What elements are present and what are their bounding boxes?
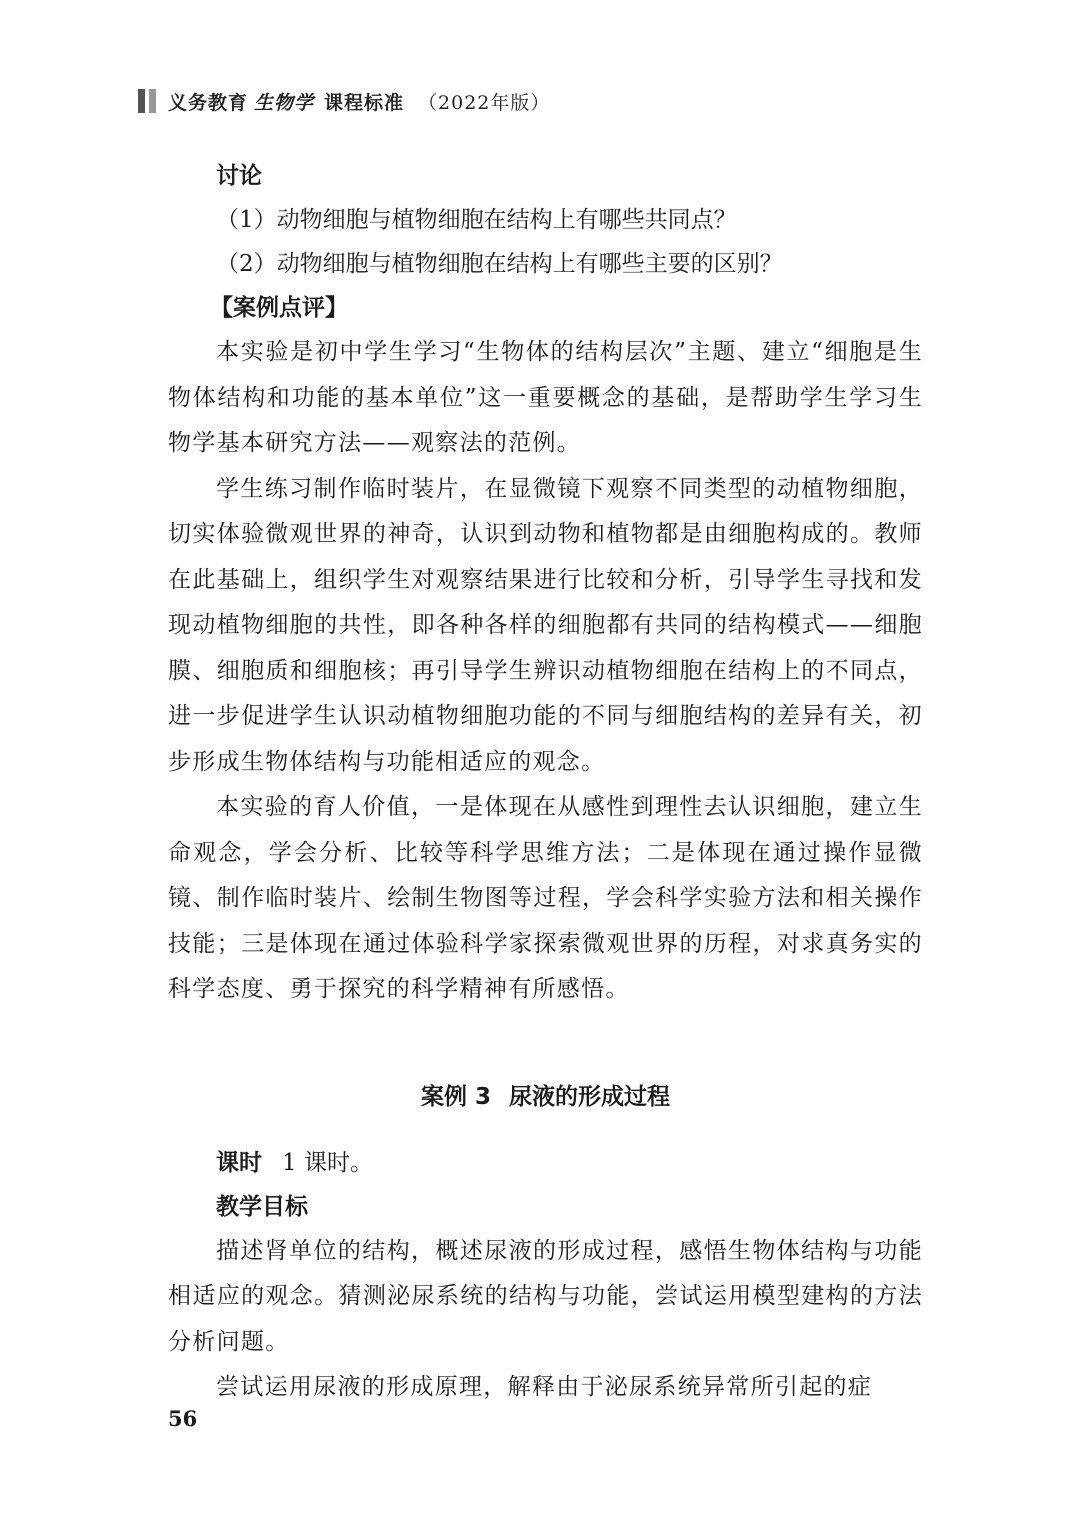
lesson-value: 1 课时。 (282, 1149, 373, 1176)
goals-heading: 教学目标 (216, 1193, 308, 1220)
case-number: 案例 3 (420, 1083, 491, 1110)
review-paragraph-1: 本实验是初中学生学习“生物体的结构层次”主题、建立“细胞是生物体结构和功能的基本单位”这一重要概念的基础，是帮助学生学习生物学基本研究方法——观察法的范例。 (168, 339, 923, 456)
discussion-question-2: （2）动物细胞与植物细胞在结构上有哪些主要的区别？ (216, 251, 783, 277)
header-marker-dark (138, 89, 145, 113)
header-edition: （2022年版） (418, 91, 551, 114)
case-name: 尿液的形成过程 (509, 1083, 670, 1110)
review-paragraph-3: 本实验的育人价值，一是体现在从感性到理性去认识细胞，建立生命观念，学会分析、比较等科学思维方法；二是体现在通过操作显微镜、制作临时装片、绘制生物图等过程，学会科学实验方法和相关操作技能；三是体现在通过体验科学家探索微观世界的历程，对求真务实的科学态度、勇于探究的科学精神有所感悟。 (168, 794, 923, 1002)
page-number: 56 (168, 1406, 198, 1431)
header-series: 义务教育 (168, 91, 249, 114)
discussion-question-1: （1）动物细胞与植物细胞在结构上有哪些共同点？ (216, 207, 737, 233)
review-heading: 【案例点评】 (210, 295, 348, 321)
lesson-row (168, 1141, 923, 1185)
goals-paragraph-1: 描述肾单位的结构，概述尿液的形成过程，感悟生物体结构与功能相适应的观念。猜测泌尿系统的结构与功能，尝试运用模型建构的方法分析问题。 (168, 1237, 923, 1355)
header-subject: 生物学 (254, 91, 315, 114)
header-marker-light (149, 89, 156, 113)
running-header (138, 86, 550, 116)
discussion-heading: 讨论 (216, 163, 262, 189)
goals-paragraph-2: 尝试运用尿液的形成原理，解释由于泌尿系统异常所引起的症 (216, 1374, 873, 1400)
case-title (168, 1075, 923, 1119)
review-paragraph-2: 学生练习制作临时装片，在显微镜下观察不同类型的动植物细胞，切实体验微观世界的神奇，认识到动物和植物都是由细胞构成的。教师在此基础上，组织学生对观察结果进行比较和分析，引导学生寻找和发现动植物细胞的共性，即各种各样的细胞都有共同的结构模式——细胞膜、细胞质和细胞核；再引导学生辨识动植物细胞在结构上的不同点，进一步促进学生认识动植物细胞功能的不同与细胞结构的差异有关，初步形成生物体结构与功能相适应的观念。 (168, 475, 923, 775)
lesson-label: 课时 (216, 1149, 262, 1176)
header-standard: 课程标准 (324, 91, 405, 114)
page-body (168, 154, 923, 1411)
